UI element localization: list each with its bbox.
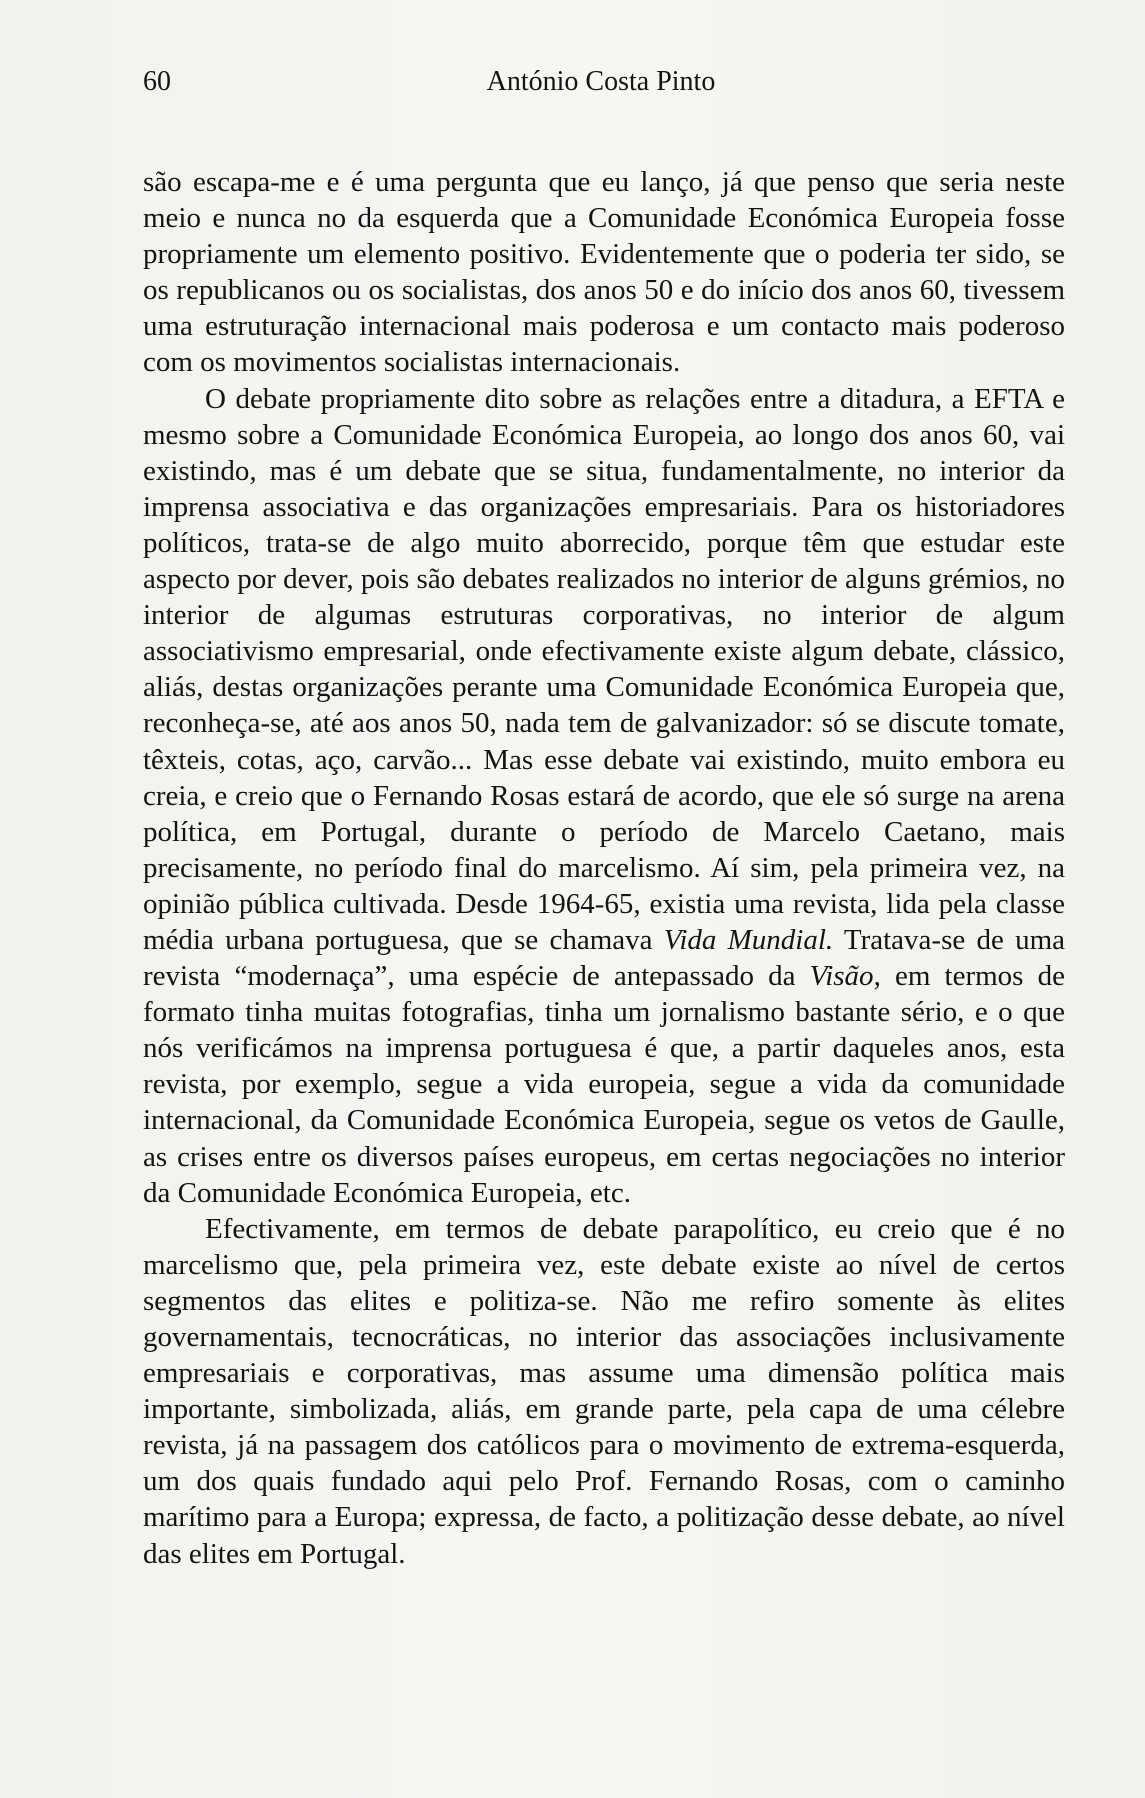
paragraph [143,1211,1065,1572]
italic-title: Visão [809,960,874,993]
paragraph-text: Tratava-se de uma revista “modernaça”, uma espécie de antepassado da [143,923,1066,993]
page-number: 60 [143,66,171,97]
paragraph [143,164,1065,381]
paragraph-text: , em termos de formato tinha muitas fotografias, tinha um jornalismo bastante sério, e o que nós verificámos na imprensa portuguesa é que, a partir daqueles anos, esta revista, por exemplo, segue a vida europeia, segue a vida da comunidade internacional, da Comunidade Económica Europeia, segue os vetos de Gaulle, as crises entre os diversos países europeus, em certas negociações no interior da Comunidade Económica Europeia, etc. [143,960,1065,1209]
paragraph-text: Efectivamente, em termos de debate parapolítico, eu creio que é no marcelismo que, pela primeira vez, este debate existe ao nível de certos segmentos das elites e politiza-se. Não me refiro somente às elites governamentais, tecnocráticas, no interior das associações inclusivamente empresariais e corporativas, mas assume uma dimensão política mais importante, simbolizada, aliás, em grande parte, pela capa de uma célebre revista, já na passagem dos católicos para o movimento de extrema-esquerda, um dos quais fundado aqui pelo Prof. Fernando Rosas, com o caminho marítimo para a Europa; expressa, de facto, a politização desse debate, ao nível das elites em Portugal. [143,1212,1065,1570]
body-text [143,164,1065,1572]
paragraph-text: O debate propriamente dito sobre as relações entre a ditadura, a EFTA e mesmo sobre a Comunidade Económica Europeia, ao longo dos anos 60, vai existindo, mas é um debate que se situa, fundamentalmente, no interior da imprensa associativa e das organizações empresariais. Para os historiadores políticos, trata-se de algo muito aborrecido, porque têm que estudar este aspecto por dever, pois são debates realizados no interior de alguns grémios, no interior de algumas estruturas corporativas, no interior de algum associativismo empresarial, onde efectivamente existe algum debate, clássico, aliás, destas organizações perante uma Comunidade Económica Europeia que, reconheça-se, até aos anos 50, nada tem de galvanizador: só se discute tomate, têxteis, cotas, aço, carvão... Mas esse debate vai existindo, muito embora eu creia, e creio que o Fernando Rosas estará de acordo, que ele só surge na arena política, em Portugal, durante o período de Marcelo Caetano, mais precisamente, no período final do marcelismo. Aí sim, pela primeira vez, na opinião pública cultivada. Desde 1964-65, existia uma revista, lida pela classe média urbana portuguesa, que se chamava [143,382,1065,956]
page-header [143,62,1059,102]
italic-title: Vida Mundial. [663,923,834,956]
paragraph [143,381,1065,1211]
running-head: António Costa Pinto [486,66,716,97]
paragraph-text: são escapa-me e é uma pergunta que eu lanço, já que penso que seria neste meio e nunca no da esquerda que a Comunidade Económica Europeia fosse propriamente um elemento positivo. Evidentemente que o poderia ter sido, se os republicanos ou os socialistas, dos anos 50 e do início dos anos 60, tivessem uma estruturação internacional mais poderosa e um contacto mais poderoso com os movimentos socialistas internacionais. [143,166,1065,379]
